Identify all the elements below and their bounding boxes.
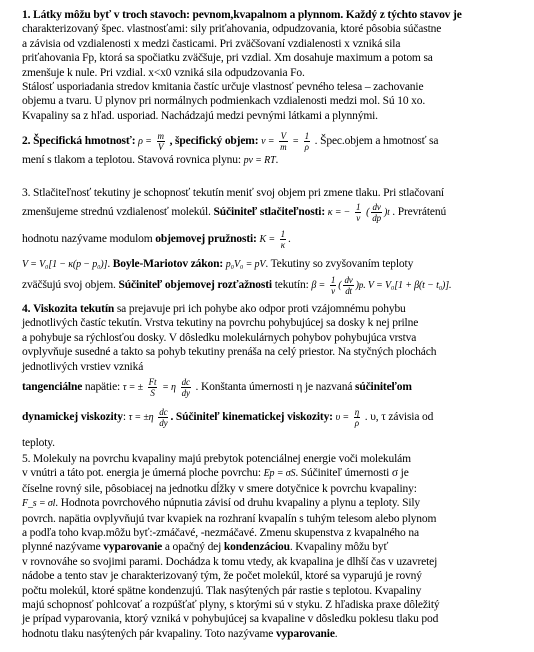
s2-line2-text: mení s tlakom a teplotou. Stavová rovnica plynu: [22, 154, 241, 166]
s3-line4-bold: Boyle-Mariotov zákon [112, 258, 220, 271]
section-1 [22, 8, 522, 123]
s2-line2 [22, 153, 522, 168]
section-2 [22, 130, 522, 168]
s3-frac5-num: dv [344, 275, 353, 286]
s3-kappa-eq: κ = − [327, 207, 351, 219]
s5-line8: v rovnováhe so svojimi parami. Dochádza k tomu vtedy, ak kvapalina je dlhší čas v uzavretej [22, 555, 438, 568]
s3-line2-text: zmenšujeme strednú vzdialenosť molekúl. [22, 206, 211, 219]
s3-frac5-den: dt [345, 286, 352, 297]
s3-sub-t: t [387, 207, 390, 218]
s3-line2: zmenšujeme strednú vzdialenosť molekúl. Súčiniteľ stlačiteľnosti: κ = − $\frac{1}{v}$ ( $\frac{dv}{dp}$ )t . Prevrátenú [22, 202, 447, 224]
s4-frac2-den: dy [181, 387, 190, 398]
s3-pv0: p₀V₀ = pV [225, 259, 266, 271]
s5-line4 [22, 496, 522, 511]
s1-line2: charakterizovaný špec. vlastnosťami: sily priťahovania, odpudzovania, ktoré pôsobia súčastne [22, 23, 442, 36]
s2-frac2-num: V [280, 130, 286, 141]
s2-frac3-num: 1 [304, 130, 309, 141]
s5-line9: nádobe a tento stav je charakterizovaný tým, že počet molekúl, ktoré sa vyparujú je rovný [22, 570, 422, 583]
s2-frac3-den: ρ [304, 141, 309, 152]
s2-frac2-den: m [280, 141, 287, 152]
s3-line5-bold: Súčiniteľ objemovej rozťažnosti [118, 279, 272, 292]
s4-kin-tail: . υ, τ závisia od [364, 411, 434, 424]
s5-line12: je prípad vyparovania, ktorý vzniká v pohybujúcej sa kvapaline v dôsledku poklesu tlaku pod [22, 613, 439, 626]
s4-last: teploty. [22, 437, 55, 450]
s1-line5: zmenšuje k nule. Pri vzdial. x<x0 vzniká sila odpudzovania Fo. [22, 66, 305, 79]
s3-frac-dv-dt [343, 275, 353, 296]
s4-line7 [22, 401, 522, 434]
s4-line2: jednotlivých častíc tekutín. Vrstva tekutiny na povrchu pohybujúcej sa dosky k nej prilne [22, 317, 419, 330]
s3-frac-1-v2 [330, 275, 336, 296]
s4-frac-den: S [150, 387, 155, 398]
s4-dyn-bold: dynamickej viskozity [22, 411, 123, 424]
s4-tang-text: napätie: [84, 381, 121, 394]
s1-line1: 1. Látky môžu byť v troch stavoch: pevnom,kvapalnom a plynnom. Každý z týchto stavov je [22, 9, 462, 21]
s4-line1-tail: sa prejavuje pri ich pohybe ako odpor proti vzájomnému pohybu [116, 303, 406, 315]
s2-rho: ρ = [138, 136, 152, 147]
s2-v-eq: v = [261, 136, 275, 147]
s5-line7-b1: vyparovanie [103, 541, 163, 554]
s4-line6 [22, 374, 522, 401]
s3-line3-text: hodnotu nazývame modulom [22, 233, 153, 246]
s2-heading-hmotnost: Špecifická hmotnosť [33, 135, 132, 147]
s4-tau2-eq: τ = ±η [128, 412, 154, 424]
s2-frac-V-m [279, 131, 287, 152]
s3-line4-eq: V = V₀[1 − κ(p − p₀)] [22, 259, 108, 271]
s3-frac3-num: 1 [280, 229, 286, 240]
s5-line2 [22, 466, 522, 481]
s2-frac-m-V [157, 131, 165, 152]
s5-line7-a: plynné nazývame [22, 541, 101, 554]
s5-ep: Ep = σS [263, 468, 296, 480]
s4-dyn-colon: : [122, 411, 126, 424]
s5-line7-b2: kondenzáciou [223, 541, 290, 554]
s2-line1: 2. Špecifická hmotnosť: ρ = $\frac{m}{V}$ , špecifický objem: v = $\frac{V}{m}$ = $\frac{1}{\rho}$ . Špec.objem a hmotnosť sa [22, 130, 439, 152]
s4-line4: ovplyvňuje susedné a takto sa pohyb tekutiny prenáša na celý priestor. Na styčných plochách [22, 346, 437, 359]
s4-frac-num: Ft [148, 376, 157, 387]
s2-tail: . Špec.objem a hmotnosť sa [314, 135, 439, 147]
s2-eq: = [292, 136, 299, 147]
s5-line2-b: . Súčiniteľ úmernosti σ je [295, 467, 409, 480]
s4-eq-eta: = η [162, 382, 176, 394]
s4-ups-eq: υ = [335, 412, 349, 424]
s5-fs: F_s = σl [22, 498, 56, 510]
s4-frac-eta-rho [354, 407, 360, 428]
s1-line6: Stálosť usporiadania stredov kmitania častíc určuje vlastnosť pevného telesa – zachovanie [22, 81, 424, 94]
s3-line5: zväčšujú svoj objem. Súčiniteľ objemovej rozťažnosti tekutín: β = $\frac{1}{v}$ ( $\frac{dv}{dt}$ )p. V = V₀[1 + β(t − t₀)]. [22, 275, 452, 297]
s5-line3: číselne rovný sile, pôsobiacej na jednotku dĺžky v smere dotyčnice k povrchu kvapaliny: [22, 482, 417, 495]
s3-line3-bold: objemovej pružnosti [155, 233, 254, 246]
s2-heading-objem: , špecifický objem: [169, 135, 259, 147]
s3-line4-tail: . Tekutiny so zvyšovaním teploty [265, 258, 414, 271]
section-3 [22, 186, 522, 296]
s3-frac2-num: dv [372, 202, 381, 213]
s5-line10: počtu molekúl, ktoré spätne kondenzujú. Tlak nasýtených pár rastie s teplotou. Kvapaliny [22, 584, 422, 597]
section-4 [22, 302, 522, 450]
s5-line13 [22, 627, 522, 641]
s2-frac-num: m [157, 130, 164, 141]
s5-line13-c: . [334, 627, 338, 640]
s3-colon: : [321, 206, 325, 219]
s3-K-eq: K = [259, 234, 275, 246]
s2-label: 2. [22, 135, 31, 147]
s3-beta-eq: β = [311, 280, 326, 292]
s4-frac-dc-dy-2 [158, 407, 168, 428]
section-5 [22, 452, 522, 641]
s1-line4: priťahovania Fp, ktorá sa spočiatku zväčšuje, pri vzdial. Xm dosahuje maximum a potom sa [22, 52, 433, 65]
s3-sub-p: p [358, 280, 364, 291]
s1-line3: a závisia od vzdialenosti x medzi časticami. Pri zväčšovaní vzdialenosti x vzniká sila [22, 37, 401, 50]
s4-frac4-den: ρ [354, 417, 359, 428]
s3-line4-mid: : [219, 258, 224, 271]
s3-frac-dv-dp [371, 202, 382, 223]
s4-frac-dc-dy [181, 377, 191, 398]
s5-line7-c: a opačný dej [164, 541, 222, 554]
s3-line2-tail: . Prevrátenú [392, 206, 447, 219]
s3-line3: hodnotu nazývame modulom objemovej pružnosti: K = $\frac{1}{\kappa}$ . [22, 229, 291, 251]
s4-tang-bold: tangenciálne [22, 381, 83, 394]
s4-bold-suc: súčiniteľom [355, 381, 412, 394]
s5-line11: majú schopnosť pohlcovať a rozpúšťať plyny, s ktorými sú v styku. Z hľadiska praxe dôležitý [22, 599, 440, 612]
s3-line5-text: zväčšujú svoj objem. [22, 279, 116, 292]
s1-line7: objemu a tvaru. U plynov pri normálnych podmienkach vzdialenosti medzi mol. Sú 10 xo. [22, 95, 426, 108]
s3-line1: 3. Stlačiteľnosť tekutiny je schopnosť tekutín meniť svoj objem pri zmene tlaku. Pri stlačovaní [22, 187, 444, 199]
s3-frac-1-kappa [280, 229, 286, 250]
s4-frac4-num: η [354, 406, 360, 417]
s4-tau-eq: τ = ± [122, 382, 143, 394]
s3-line2-bold: Súčiniteľ stlačiteľnosti [213, 206, 322, 219]
s3-frac-den: v [356, 213, 361, 224]
s4-frac2-num: dc [181, 376, 190, 387]
s5-line2-a: v vnútri a táto pot. energia je úmerná ploche povrchu: [22, 467, 261, 480]
s4-label: 4. [22, 303, 31, 315]
s5-line13-b: vyparovanie [275, 627, 335, 640]
s5-line13-a: hodnotu tlaku nasýtených pár kvapaliny. Toto nazývame [22, 627, 274, 640]
s4-frac3-den: dy [159, 417, 168, 428]
s5-line4-b: . Hodnota povrchového núpnutia závisí od druhu kvapaliny a plynu a teploty. Sily [55, 497, 421, 510]
s4-frac-Ft-S [148, 377, 158, 398]
s5-line7 [22, 540, 522, 554]
s5-line1: 5. Molekuly na povrchu kvapaliny majú prebytok potenciálnej energie voči molekulám [22, 453, 411, 465]
s5-line7-d: . Kvapaliny môžu byť [289, 541, 389, 554]
s3-line5-mid: tekutín: [274, 279, 309, 292]
s4-tang-tail: . Konštanta úmernosti η je nazvaná [195, 381, 353, 394]
s4-line1 [22, 302, 522, 316]
s5-line5: povrch. napätia ovplyvňujú tvar kvapiek na rozhraní kvapalín s tuhým telesom alebo plynom [22, 512, 437, 525]
s3-frac4-den: v [331, 286, 335, 297]
s2-pv: pv = RT [243, 155, 276, 166]
s4-frac3-num: dc [159, 406, 168, 417]
s4-line5: jednotlivých vrstiev vzniká [22, 360, 144, 373]
s1-line [22, 8, 522, 22]
s4-heading: Viskozita tekutín [33, 303, 115, 315]
s3-line4: V = V₀[1 − κ(p − p₀)]. Boyle-Mariotov zákon: p₀V₀ = pV. Tekutiny so zvyšovaním teploty [22, 258, 414, 271]
s3-frac2-den: dp [372, 213, 381, 224]
s2-dot: . [275, 154, 279, 166]
s3-frac4-num: 1 [330, 275, 336, 286]
s5-line6: a podľa toho kvap.môžu byť:-zmáčavé, -nezmáčavé. Zmenu skupenstva z kvapalného na [22, 527, 419, 540]
s2-frac-den: V [158, 141, 164, 152]
s2-frac-1-rho [304, 131, 310, 152]
s3-frac-1-v [355, 202, 361, 223]
s4-line3: a pohybuje sa rýchlosťou dosky. V dôsledku molekulárnych pohybov pohybujúca vrstva [22, 331, 417, 344]
s4-kin-bold: . Súčiniteľ kinematickej viskozity: [170, 411, 333, 424]
s1-line8: Kvapaliny sa z hľad. usporiad. Nachádzajú medzi pevnými látkami a plynnými. [22, 109, 378, 122]
s3-line5-tail: . V = V₀[1 + β(t − t₀)]. [363, 280, 452, 292]
s3-frac3-den: κ [280, 240, 285, 251]
s3-frac-num: 1 [356, 202, 361, 213]
